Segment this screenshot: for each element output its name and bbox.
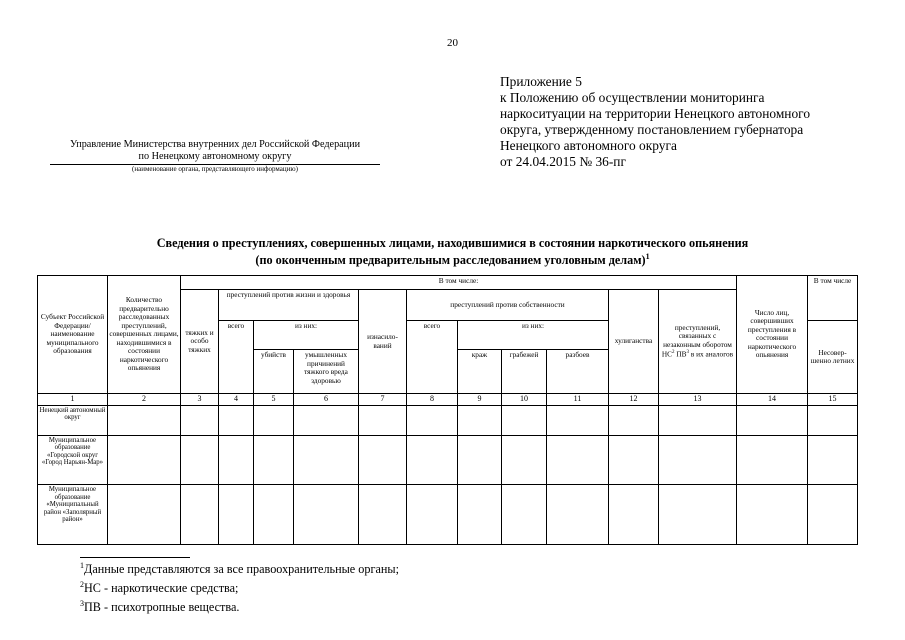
column-number: 10: [502, 393, 547, 405]
appendix-line: Приложение 5: [500, 74, 582, 89]
data-cell: [294, 435, 359, 485]
row-label: Муниципальное образование «Городской округ «Город Нарьян-Мар»: [38, 435, 108, 485]
footnotes: [80, 558, 399, 615]
header-property: преступлений против собственности: [407, 290, 609, 321]
header-hooliganism: хулиганства: [609, 290, 659, 393]
data-cell: [737, 405, 808, 435]
data-cell: [808, 405, 858, 435]
data-cell: [502, 405, 547, 435]
header-grave: тяжких и особо тяжких: [181, 290, 219, 393]
column-number: 8: [407, 393, 458, 405]
header-thefts: краж: [458, 350, 502, 393]
data-cell: [547, 435, 609, 485]
header-persons-including: В том числе: [808, 276, 858, 321]
data-cell: [609, 485, 659, 545]
header-crime-count: Количество предварительно расследованных преступлений, совершенных лицами, находившимися в состоянии наркотического опьянения: [108, 276, 181, 394]
data-cell: [294, 405, 359, 435]
data-cell: [359, 485, 407, 545]
data-cell: [294, 485, 359, 545]
header-property-of-them: из них:: [458, 321, 609, 350]
org-name-caption: (наименование органа, представляющего информацию): [132, 165, 298, 173]
page-number: 20: [447, 37, 458, 49]
data-cell: [407, 405, 458, 435]
data-cell: [219, 485, 254, 545]
data-cell: [181, 405, 219, 435]
footnote-3: $^3$ПВ - психотропные вещества.: [80, 599, 240, 615]
data-cell: [219, 405, 254, 435]
column-number: 3: [181, 393, 219, 405]
appendix-line: Ненецкого автономного округа: [500, 138, 677, 153]
data-cell: [407, 485, 458, 545]
appendix-line: от 24.04.2015 № 36-пг: [500, 154, 626, 169]
header-minors: Несовер-шенно летних: [808, 321, 858, 393]
title-line1: Сведения о преступлениях, совершенных лицами, находившимися в состоянии наркотического опьянения: [156, 236, 749, 250]
footnote-1: $^1$Данные представляются за все правоохранительные органы;: [80, 561, 399, 577]
row-label: Муниципальное образование «Муниципальный район «Заполярный район»: [38, 485, 108, 545]
crime-statistics-table: [37, 275, 858, 545]
header-including: В том числе:: [181, 276, 737, 290]
data-cell: [659, 485, 737, 545]
appendix-line: округа, утвержденному постановлением губернатора: [500, 122, 804, 137]
document-title: [0, 236, 905, 267]
data-cell: [547, 485, 609, 545]
data-cell: [359, 405, 407, 435]
data-cell: [181, 485, 219, 545]
appendix-line: к Положению об осуществлении мониторинга: [500, 90, 765, 105]
header-rapes: изнасило-ваний: [359, 290, 407, 393]
data-cell: [254, 485, 294, 545]
table-row: [38, 405, 858, 435]
header-property-total: всего: [407, 321, 458, 393]
data-cell: [502, 435, 547, 485]
data-cell: [254, 435, 294, 485]
header-murders: убийств: [254, 350, 294, 393]
column-numbers-row: [38, 393, 858, 405]
footnote-2: $^2$НС - наркотические средства;: [80, 580, 239, 596]
data-cell: [108, 435, 181, 485]
header-robberies: грабежей: [502, 350, 547, 393]
data-cell: [108, 405, 181, 435]
data-cell: [254, 405, 294, 435]
appendix-line: наркоситуации на территории Ненецкого автономного: [500, 106, 811, 121]
column-number: 11: [547, 393, 609, 405]
data-cell: [609, 405, 659, 435]
column-number: 14: [737, 393, 808, 405]
data-cell: [359, 435, 407, 485]
data-cell: [502, 485, 547, 545]
header-assaults: разбоев: [547, 350, 609, 393]
org-name-line2: по Ненецкому автономному округу: [50, 151, 380, 165]
column-number: 5: [254, 393, 294, 405]
header-life-health: преступлений против жизни и здоровья: [219, 290, 359, 321]
appendix-block: [500, 74, 810, 170]
header-subject: Субъект Российской Федерации/ наименование муниципального образования: [38, 276, 108, 394]
data-cell: [737, 485, 808, 545]
data-cell: [547, 405, 609, 435]
title-line2: (по оконченным предварительным расследованием уголовным делам)$^1$: [255, 252, 650, 268]
data-cell: [181, 435, 219, 485]
data-cell: [808, 485, 858, 545]
footnote-ref: 1: [645, 252, 650, 261]
data-cell: [108, 485, 181, 545]
org-name-line1: Управление Министерства внутренних дел Российской Федерации: [69, 139, 361, 150]
column-number: 13: [659, 393, 737, 405]
header-intentional-harm: умышленных причинений тяжкого вреда здоровью: [294, 350, 359, 393]
column-number: 4: [219, 393, 254, 405]
column-number: 1: [38, 393, 108, 405]
column-number: 7: [359, 393, 407, 405]
data-cell: [808, 435, 858, 485]
column-number: 2: [108, 393, 181, 405]
data-cell: [458, 435, 502, 485]
header-life-health-total: всего: [219, 321, 254, 393]
data-cell: [407, 435, 458, 485]
header-drug-trafficking: преступлений, связанных с незаконным оборотом $НС^2$ $ПВ^3$ в их аналогов: [659, 290, 737, 393]
data-cell: [737, 435, 808, 485]
reporting-organization: [50, 139, 380, 174]
data-cell: [458, 485, 502, 545]
table-row: [38, 485, 858, 545]
row-label: Ненецкий автономный округ: [38, 405, 108, 435]
table-row: [38, 435, 858, 485]
header-life-health-of-them: из них:: [254, 321, 359, 350]
header-persons: Число лиц, совершивших преступления в состоянии наркотического опьянения: [737, 276, 808, 394]
data-cell: [659, 405, 737, 435]
data-cell: [659, 435, 737, 485]
column-number: 6: [294, 393, 359, 405]
column-number: 12: [609, 393, 659, 405]
data-cell: [219, 435, 254, 485]
column-number: 15: [808, 393, 858, 405]
data-cell: [609, 435, 659, 485]
column-number: 9: [458, 393, 502, 405]
data-cell: [458, 405, 502, 435]
